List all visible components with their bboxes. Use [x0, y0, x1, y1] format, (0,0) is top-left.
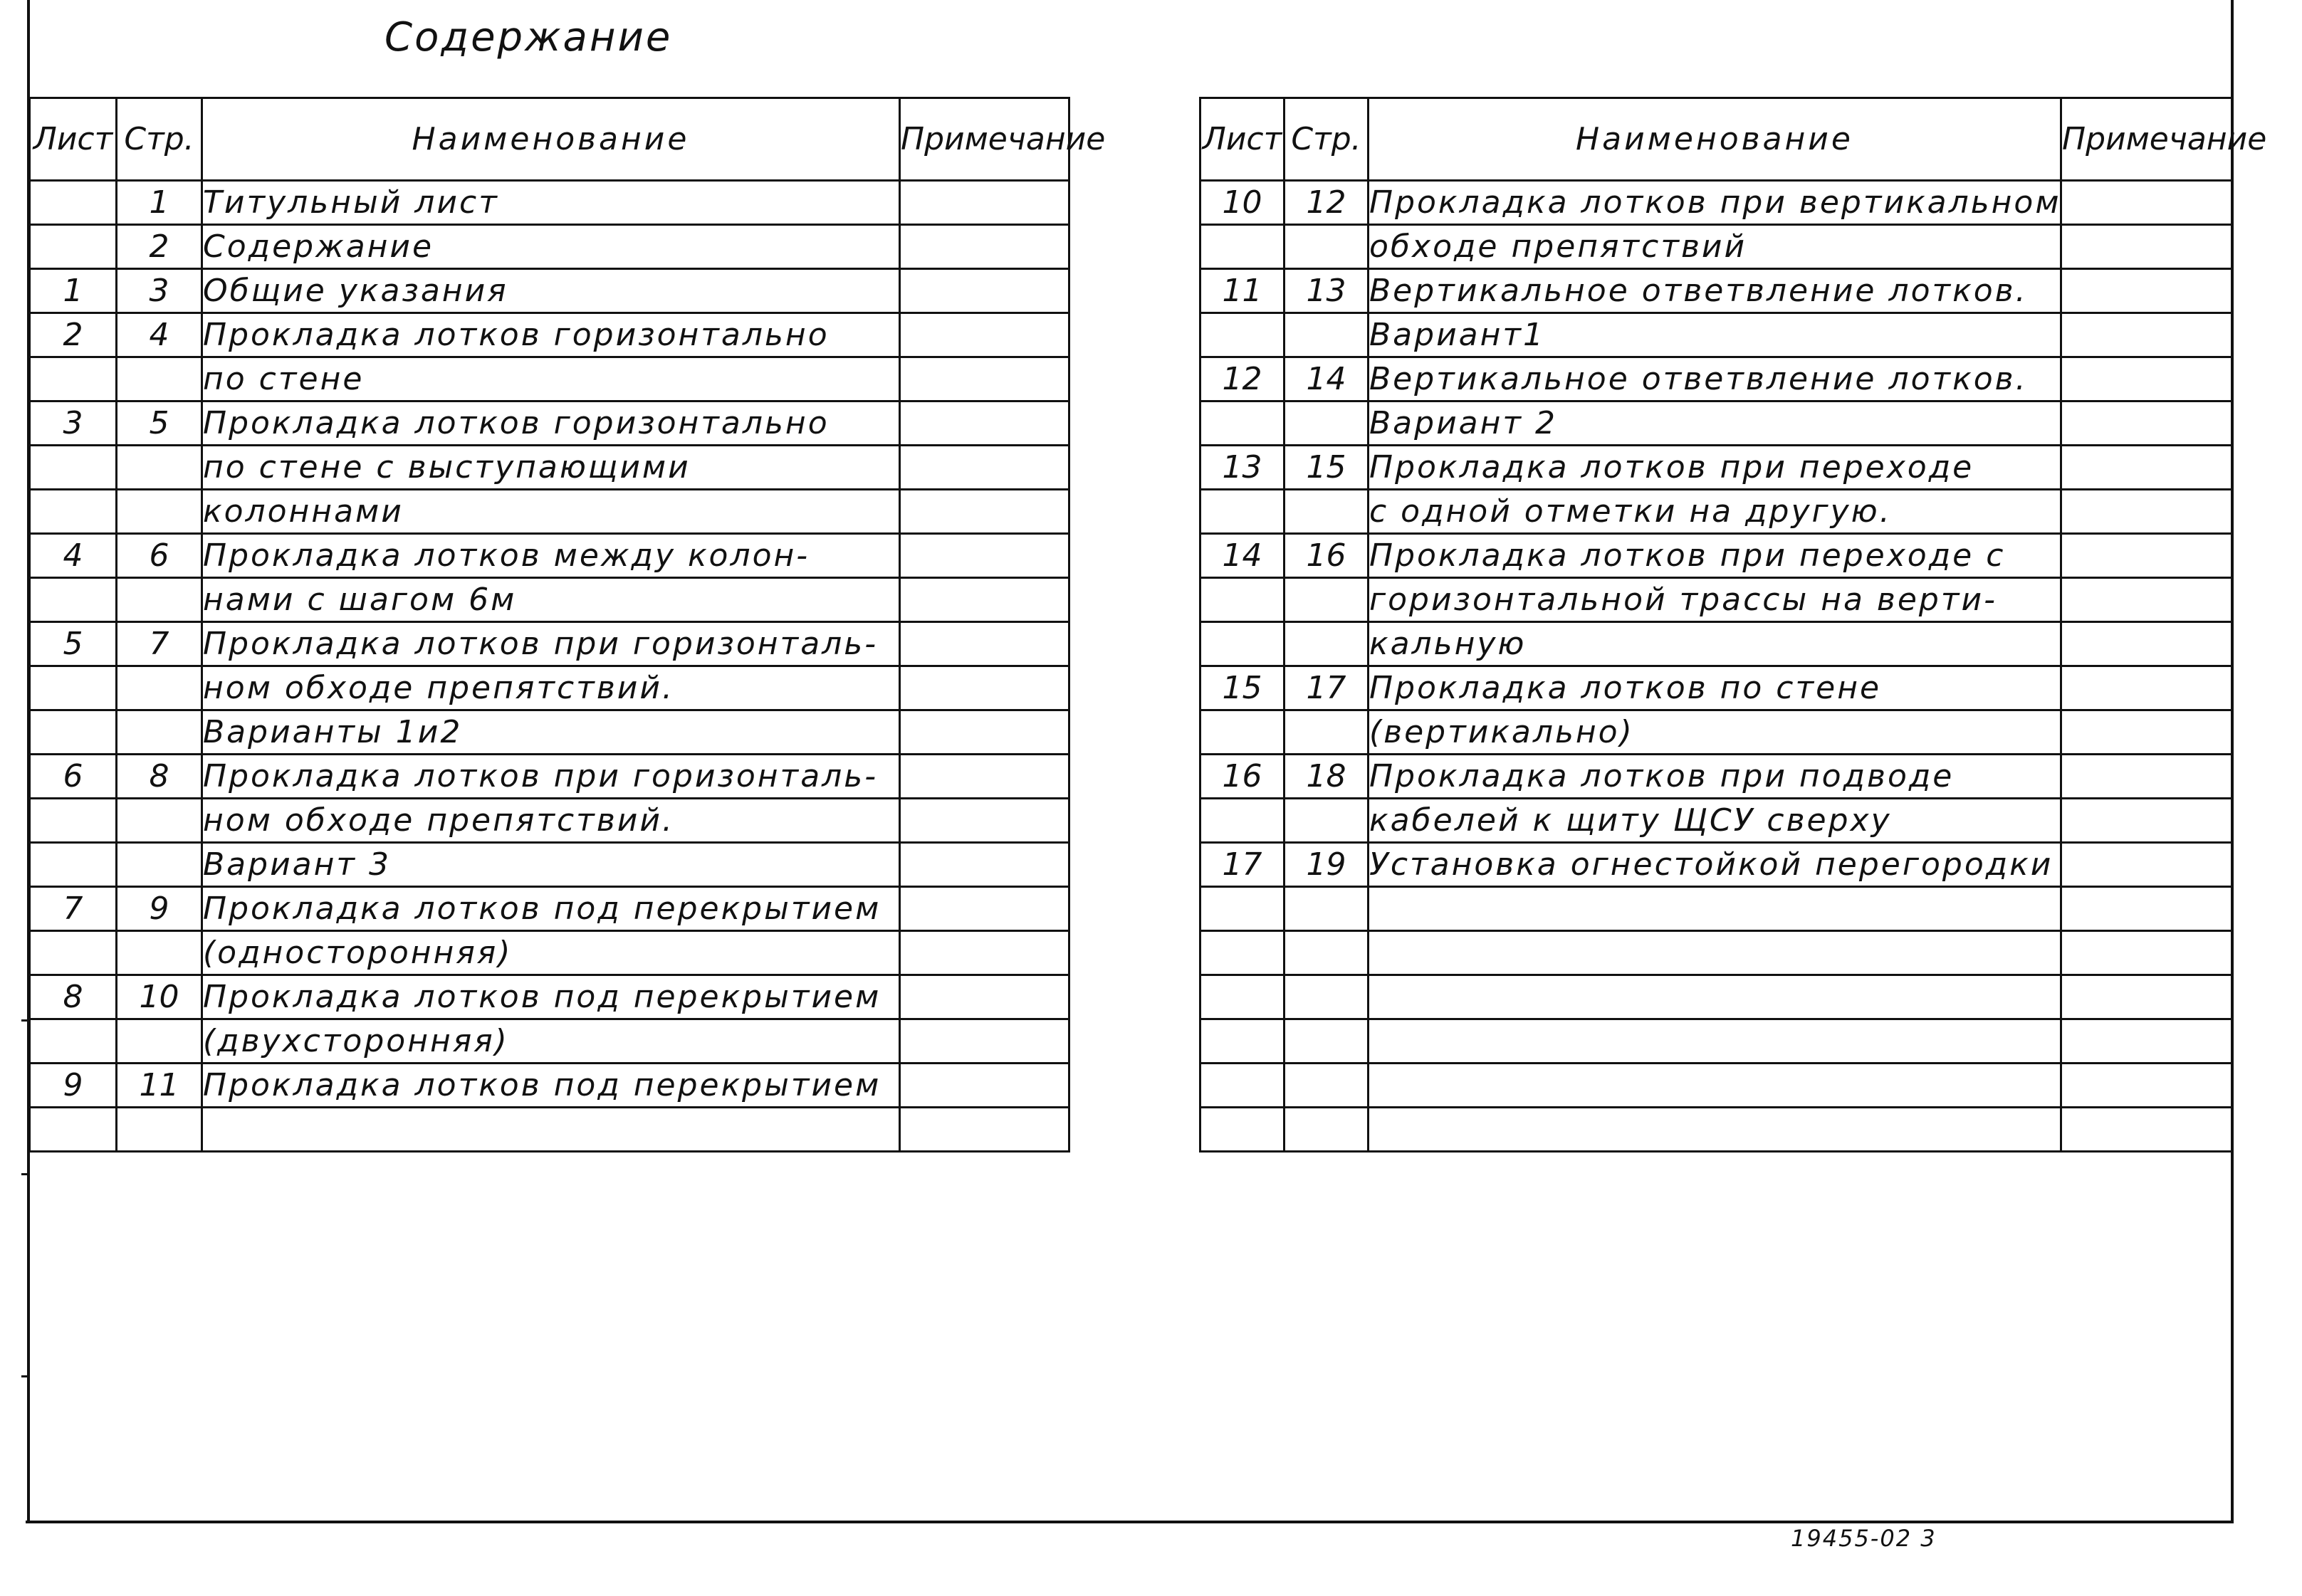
- cell-note: [900, 534, 1069, 578]
- table-row: [30, 622, 1069, 666]
- cell-page: [117, 666, 202, 710]
- cell-sheet: [30, 490, 117, 534]
- cell-page: [1285, 578, 1369, 622]
- cell-sheet: [1200, 401, 1285, 446]
- table-row: [30, 269, 1069, 313]
- cell-note: [900, 1064, 1069, 1108]
- cell-name: Вертикальное ответвление лотков.: [1369, 357, 2061, 401]
- cell-note: [900, 401, 1069, 446]
- cell-name: [1369, 1019, 2061, 1064]
- cell-page: [1285, 1019, 1369, 1064]
- cell-note: [900, 181, 1069, 225]
- cell-page: 6: [117, 534, 202, 578]
- cell-note: [900, 578, 1069, 622]
- cell-name: Прокладка лотков между колон-: [202, 534, 900, 578]
- cell-sheet: 17: [1200, 843, 1285, 887]
- cell-sheet: 13: [1200, 446, 1285, 490]
- cell-note: [2061, 578, 2232, 622]
- table-row: [30, 1019, 1069, 1064]
- cell-note: [2061, 843, 2232, 887]
- cell-page: [117, 446, 202, 490]
- cell-name: кальную: [1369, 622, 2061, 666]
- column-header-note: Примечание: [2061, 98, 2232, 181]
- cell-name: [1369, 975, 2061, 1019]
- cell-note: [2061, 401, 2232, 446]
- cell-sheet: [1200, 578, 1285, 622]
- cell-name: [1369, 887, 2061, 931]
- cell-name: ном обходе препятствий.: [202, 799, 900, 843]
- cell-sheet: 11: [1200, 269, 1285, 313]
- cell-page: [1285, 799, 1369, 843]
- cell-note: [900, 755, 1069, 799]
- cell-name: Общие указания: [202, 269, 900, 313]
- cell-name: с одной отметки на другую.: [1369, 490, 2061, 534]
- cell-note: [900, 843, 1069, 887]
- column-header-page: Стр.: [1285, 98, 1369, 181]
- cell-note: [2061, 1064, 2232, 1108]
- table-row: [1200, 181, 2232, 225]
- table-row: [1200, 225, 2232, 269]
- table-row: [1200, 446, 2232, 490]
- cell-name: (двухсторонняя): [202, 1019, 900, 1064]
- table-row: [30, 1064, 1069, 1108]
- cell-sheet: [30, 843, 117, 887]
- table-row: [30, 534, 1069, 578]
- table-row: [30, 666, 1069, 710]
- cell-name: [1369, 931, 2061, 975]
- cell-note: [2061, 666, 2232, 710]
- cell-sheet: [30, 799, 117, 843]
- table-row: [30, 357, 1069, 401]
- cell-note: [2061, 181, 2232, 225]
- cell-sheet: [1200, 887, 1285, 931]
- column-header-sheet: Лист: [1200, 98, 1285, 181]
- cell-page: [1285, 710, 1369, 755]
- table-row: [1200, 931, 2232, 975]
- column-header-page: Стр.: [117, 98, 202, 181]
- cell-page: [1285, 887, 1369, 931]
- cell-note: [2061, 931, 2232, 975]
- cell-note: [900, 622, 1069, 666]
- cell-name: обходе препятствий: [1369, 225, 2061, 269]
- cell-name: колоннами: [202, 490, 900, 534]
- cell-page: 18: [1285, 755, 1369, 799]
- cell-note: [2061, 1108, 2232, 1152]
- cell-note: [2061, 755, 2232, 799]
- table-header-row: [1200, 98, 2232, 181]
- cell-page: [117, 357, 202, 401]
- column-header-note: Примечание: [900, 98, 1069, 181]
- cell-note: [900, 490, 1069, 534]
- cell-page: 10: [117, 975, 202, 1019]
- cell-note: [900, 357, 1069, 401]
- cell-name: Прокладка лотков при горизонталь-: [202, 755, 900, 799]
- cell-page: 16: [1285, 534, 1369, 578]
- document-code: 19455-02 3: [1791, 1525, 1937, 1552]
- table-header-row: [30, 98, 1069, 181]
- cell-sheet: [1200, 1064, 1285, 1108]
- cell-page: [1285, 401, 1369, 446]
- table-row: [1200, 1064, 2232, 1108]
- table-row: [1200, 269, 2232, 313]
- table-row: [1200, 313, 2232, 357]
- cell-name: Вариант1: [1369, 313, 2061, 357]
- cell-name: Прокладка лотков при подводе: [1369, 755, 2061, 799]
- cell-page: [1285, 931, 1369, 975]
- cell-page: [117, 843, 202, 887]
- cell-name: Вариант 2: [1369, 401, 2061, 446]
- cell-note: [900, 446, 1069, 490]
- cell-page: [1285, 1064, 1369, 1108]
- table-row: [30, 755, 1069, 799]
- cell-name: ном обходе препятствий.: [202, 666, 900, 710]
- page-title: Содержание: [384, 14, 673, 61]
- cell-page: 1: [117, 181, 202, 225]
- cell-page: 14: [1285, 357, 1369, 401]
- cell-sheet: [30, 710, 117, 755]
- table-row: [1200, 534, 2232, 578]
- cell-page: [117, 1108, 202, 1152]
- table-row: [1200, 578, 2232, 622]
- cell-sheet: 7: [30, 887, 117, 931]
- cell-page: 2: [117, 225, 202, 269]
- cell-name: (односторонняя): [202, 931, 900, 975]
- cell-sheet: [30, 666, 117, 710]
- cell-note: [2061, 490, 2232, 534]
- cell-note: [2061, 799, 2232, 843]
- cell-name: Установка огнестойкой перегородки: [1369, 843, 2061, 887]
- cell-name: (вертикально): [1369, 710, 2061, 755]
- cell-page: 15: [1285, 446, 1369, 490]
- cell-name: Прокладка лотков под перекрытием: [202, 1064, 900, 1108]
- frame-bottom-border: [26, 1521, 2234, 1523]
- table-row: [1200, 357, 2232, 401]
- cell-sheet: [1200, 931, 1285, 975]
- cell-page: 4: [117, 313, 202, 357]
- table-row: [1200, 843, 2232, 887]
- cell-sheet: [1200, 710, 1285, 755]
- cell-sheet: [1200, 313, 1285, 357]
- cell-sheet: 1: [30, 269, 117, 313]
- cell-sheet: 2: [30, 313, 117, 357]
- cell-note: [900, 887, 1069, 931]
- cell-name: Варианты 1и2: [202, 710, 900, 755]
- cell-sheet: 15: [1200, 666, 1285, 710]
- cell-page: 5: [117, 401, 202, 446]
- cell-note: [900, 799, 1069, 843]
- cell-page: [117, 578, 202, 622]
- binding-mark: [21, 1375, 30, 1377]
- table-row: [30, 975, 1069, 1019]
- cell-note: [900, 269, 1069, 313]
- cell-sheet: 16: [1200, 755, 1285, 799]
- cell-note: [900, 225, 1069, 269]
- table-row: [1200, 799, 2232, 843]
- table-row: [1200, 666, 2232, 710]
- table-row: [30, 490, 1069, 534]
- column-header-name: Наименование: [202, 98, 900, 181]
- cell-name: Вариант 3: [202, 843, 900, 887]
- table-row: [1200, 755, 2232, 799]
- cell-page: [117, 710, 202, 755]
- table-row: [30, 931, 1069, 975]
- table-row: [1200, 1019, 2232, 1064]
- cell-page: [117, 931, 202, 975]
- cell-page: [1285, 975, 1369, 1019]
- cell-note: [2061, 975, 2232, 1019]
- cell-page: 3: [117, 269, 202, 313]
- table-row: [30, 1108, 1069, 1152]
- cell-note: [900, 313, 1069, 357]
- cell-note: [2061, 887, 2232, 931]
- cell-sheet: [1200, 975, 1285, 1019]
- cell-name: горизонтальной трассы на верти-: [1369, 578, 2061, 622]
- column-header-sheet: Лист: [30, 98, 117, 181]
- cell-name: Прокладка лотков при переходе с: [1369, 534, 2061, 578]
- cell-name: Прокладка лотков горизонтально: [202, 313, 900, 357]
- cell-page: [117, 799, 202, 843]
- table-row: [1200, 710, 2232, 755]
- cell-name: кабелей к щиту ЩСУ сверху: [1369, 799, 2061, 843]
- cell-note: [2061, 225, 2232, 269]
- table-row: [30, 313, 1069, 357]
- table-row: [1200, 490, 2232, 534]
- contents-table-right: [1199, 97, 2267, 1153]
- table-row: [30, 710, 1069, 755]
- cell-note: [2061, 313, 2232, 357]
- cell-page: 9: [117, 887, 202, 931]
- cell-note: [2061, 269, 2232, 313]
- cell-page: 17: [1285, 666, 1369, 710]
- cell-page: 12: [1285, 181, 1369, 225]
- cell-note: [2061, 446, 2232, 490]
- cell-name: Прокладка лотков при горизонталь-: [202, 622, 900, 666]
- cell-note: [2061, 1019, 2232, 1064]
- cell-page: 7: [117, 622, 202, 666]
- cell-note: [2061, 534, 2232, 578]
- cell-name: Прокладка лотков по стене: [1369, 666, 2061, 710]
- table-row: [30, 887, 1069, 931]
- cell-page: [1285, 313, 1369, 357]
- cell-sheet: [30, 225, 117, 269]
- cell-name: по стене с выступающими: [202, 446, 900, 490]
- binding-mark: [21, 1173, 30, 1175]
- table-row: [30, 401, 1069, 446]
- cell-sheet: [1200, 1108, 1285, 1152]
- cell-sheet: 5: [30, 622, 117, 666]
- cell-sheet: [1200, 799, 1285, 843]
- cell-page: 11: [117, 1064, 202, 1108]
- cell-note: [900, 931, 1069, 975]
- table-row: [1200, 975, 2232, 1019]
- cell-page: [1285, 622, 1369, 666]
- cell-sheet: [30, 578, 117, 622]
- cell-page: 19: [1285, 843, 1369, 887]
- cell-sheet: [1200, 1019, 1285, 1064]
- cell-name: Прокладка лотков под перекрытием: [202, 887, 900, 931]
- table-row: [30, 446, 1069, 490]
- cell-note: [2061, 710, 2232, 755]
- table-row: [30, 181, 1069, 225]
- cell-sheet: 6: [30, 755, 117, 799]
- table-row: [1200, 1108, 2232, 1152]
- cell-name: [1369, 1064, 2061, 1108]
- cell-page: [117, 1019, 202, 1064]
- cell-sheet: 4: [30, 534, 117, 578]
- cell-name: Прокладка лотков при переходе: [1369, 446, 2061, 490]
- table-row: [1200, 887, 2232, 931]
- cell-page: 8: [117, 755, 202, 799]
- cell-sheet: [1200, 622, 1285, 666]
- table-row: [1200, 401, 2232, 446]
- cell-sheet: [30, 357, 117, 401]
- cell-page: [1285, 1108, 1369, 1152]
- cell-sheet: 9: [30, 1064, 117, 1108]
- cell-sheet: 14: [1200, 534, 1285, 578]
- contents-table-left: [28, 97, 1106, 1153]
- cell-sheet: [30, 1019, 117, 1064]
- cell-name: Содержание: [202, 225, 900, 269]
- table-row: [1200, 622, 2232, 666]
- cell-sheet: [30, 181, 117, 225]
- cell-sheet: [30, 931, 117, 975]
- column-header-name: Наименование: [1369, 98, 2061, 181]
- cell-name: Прокладка лотков под перекрытием: [202, 975, 900, 1019]
- cell-name: по стене: [202, 357, 900, 401]
- cell-page: 13: [1285, 269, 1369, 313]
- cell-note: [900, 1019, 1069, 1064]
- cell-sheet: [1200, 225, 1285, 269]
- cell-name: [1369, 1108, 2061, 1152]
- cell-sheet: [1200, 490, 1285, 534]
- cell-sheet: [30, 1108, 117, 1152]
- table-row: [30, 799, 1069, 843]
- table-row: [30, 578, 1069, 622]
- cell-sheet: [30, 446, 117, 490]
- cell-sheet: 8: [30, 975, 117, 1019]
- cell-name: Титульный лист: [202, 181, 900, 225]
- cell-page: [117, 490, 202, 534]
- cell-name: Вертикальное ответвление лотков.: [1369, 269, 2061, 313]
- cell-sheet: 3: [30, 401, 117, 446]
- cell-note: [900, 975, 1069, 1019]
- cell-note: [900, 710, 1069, 755]
- cell-name: [202, 1108, 900, 1152]
- cell-note: [900, 1108, 1069, 1152]
- cell-name: Прокладка лотков горизонтально: [202, 401, 900, 446]
- table-row: [30, 843, 1069, 887]
- cell-page: [1285, 490, 1369, 534]
- cell-sheet: 10: [1200, 181, 1285, 225]
- cell-note: [2061, 622, 2232, 666]
- cell-sheet: 12: [1200, 357, 1285, 401]
- cell-page: [1285, 225, 1369, 269]
- cell-note: [2061, 357, 2232, 401]
- cell-name: нами с шагом 6м: [202, 578, 900, 622]
- cell-name: Прокладка лотков при вертикальном: [1369, 181, 2061, 225]
- table-row: [30, 225, 1069, 269]
- cell-note: [900, 666, 1069, 710]
